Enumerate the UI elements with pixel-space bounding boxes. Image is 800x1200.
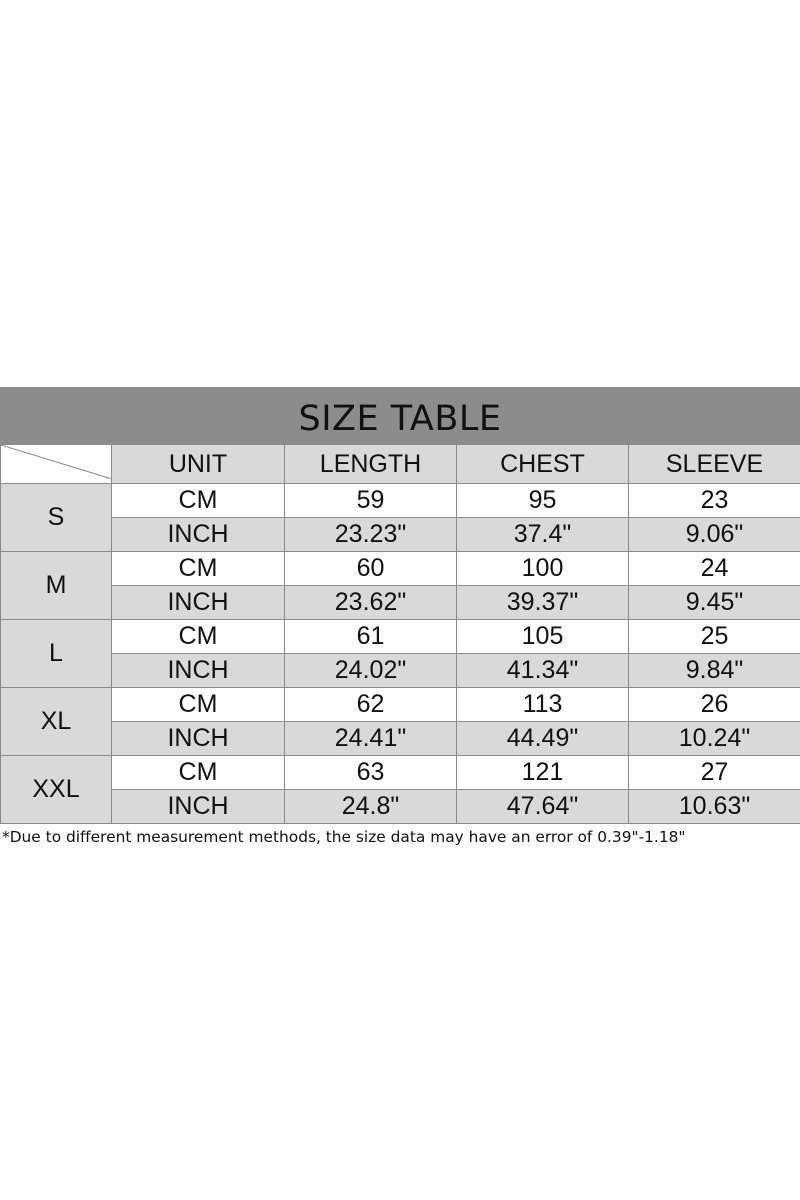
table-row bbox=[1, 552, 800, 586]
unit-cell: CM bbox=[112, 620, 285, 654]
value-cell: 113 bbox=[457, 688, 629, 722]
table-row bbox=[1, 620, 800, 654]
unit-cell: INCH bbox=[112, 518, 285, 552]
value-cell: 9.06" bbox=[629, 518, 800, 552]
unit-cell: CM bbox=[112, 552, 285, 586]
header-unit: UNIT bbox=[112, 445, 285, 484]
value-cell: 62 bbox=[285, 688, 457, 722]
value-cell: 24.02" bbox=[285, 654, 457, 688]
size-label: L bbox=[1, 620, 112, 688]
value-cell: 105 bbox=[457, 620, 629, 654]
value-cell: 23 bbox=[629, 484, 800, 518]
table-row bbox=[1, 688, 800, 722]
header-chest: CHEST bbox=[457, 445, 629, 484]
title-bar bbox=[0, 387, 800, 444]
value-cell: 24 bbox=[629, 552, 800, 586]
unit-cell: CM bbox=[112, 484, 285, 518]
header-length: LENGTH bbox=[285, 445, 457, 484]
table-row bbox=[1, 484, 800, 518]
value-cell: 10.24" bbox=[629, 722, 800, 756]
unit-cell: INCH bbox=[112, 722, 285, 756]
size-table bbox=[0, 444, 800, 824]
size-label: M bbox=[1, 552, 112, 620]
value-cell: 41.34" bbox=[457, 654, 629, 688]
value-cell: 37.4" bbox=[457, 518, 629, 552]
header-row bbox=[1, 445, 800, 484]
measurement-note: *Due to different measurement methods, the size data may have an error of 0.39"-1.18" bbox=[2, 828, 686, 846]
size-label: XL bbox=[1, 688, 112, 756]
table-row bbox=[1, 790, 800, 824]
value-cell: 24.8" bbox=[285, 790, 457, 824]
table-row bbox=[1, 756, 800, 790]
value-cell: 59 bbox=[285, 484, 457, 518]
value-cell: 47.64" bbox=[457, 790, 629, 824]
unit-cell: INCH bbox=[112, 790, 285, 824]
header-sleeve: SLEEVE bbox=[629, 445, 800, 484]
unit-cell: INCH bbox=[112, 654, 285, 688]
value-cell: 23.62" bbox=[285, 586, 457, 620]
value-cell: 100 bbox=[457, 552, 629, 586]
size-label: XXL bbox=[1, 756, 112, 824]
value-cell: 63 bbox=[285, 756, 457, 790]
value-cell: 27 bbox=[629, 756, 800, 790]
value-cell: 61 bbox=[285, 620, 457, 654]
value-cell: 10.63" bbox=[629, 790, 800, 824]
value-cell: 121 bbox=[457, 756, 629, 790]
value-cell: 23.23" bbox=[285, 518, 457, 552]
unit-cell: CM bbox=[112, 756, 285, 790]
value-cell: 9.84" bbox=[629, 654, 800, 688]
size-label: S bbox=[1, 484, 112, 552]
table-row bbox=[1, 654, 800, 688]
table-row bbox=[1, 722, 800, 756]
value-cell: 9.45" bbox=[629, 586, 800, 620]
table-title: SIZE TABLE bbox=[298, 398, 502, 439]
value-cell: 60 bbox=[285, 552, 457, 586]
diagonal-divider bbox=[1, 445, 112, 479]
value-cell: 44.49" bbox=[457, 722, 629, 756]
table-row bbox=[1, 518, 800, 552]
unit-cell: INCH bbox=[112, 586, 285, 620]
unit-cell: CM bbox=[112, 688, 285, 722]
value-cell: 24.41" bbox=[285, 722, 457, 756]
value-cell: 26 bbox=[629, 688, 800, 722]
value-cell: 25 bbox=[629, 620, 800, 654]
value-cell: 39.37" bbox=[457, 586, 629, 620]
table-row bbox=[1, 586, 800, 620]
value-cell: 95 bbox=[457, 484, 629, 518]
corner-cell bbox=[1, 445, 112, 484]
